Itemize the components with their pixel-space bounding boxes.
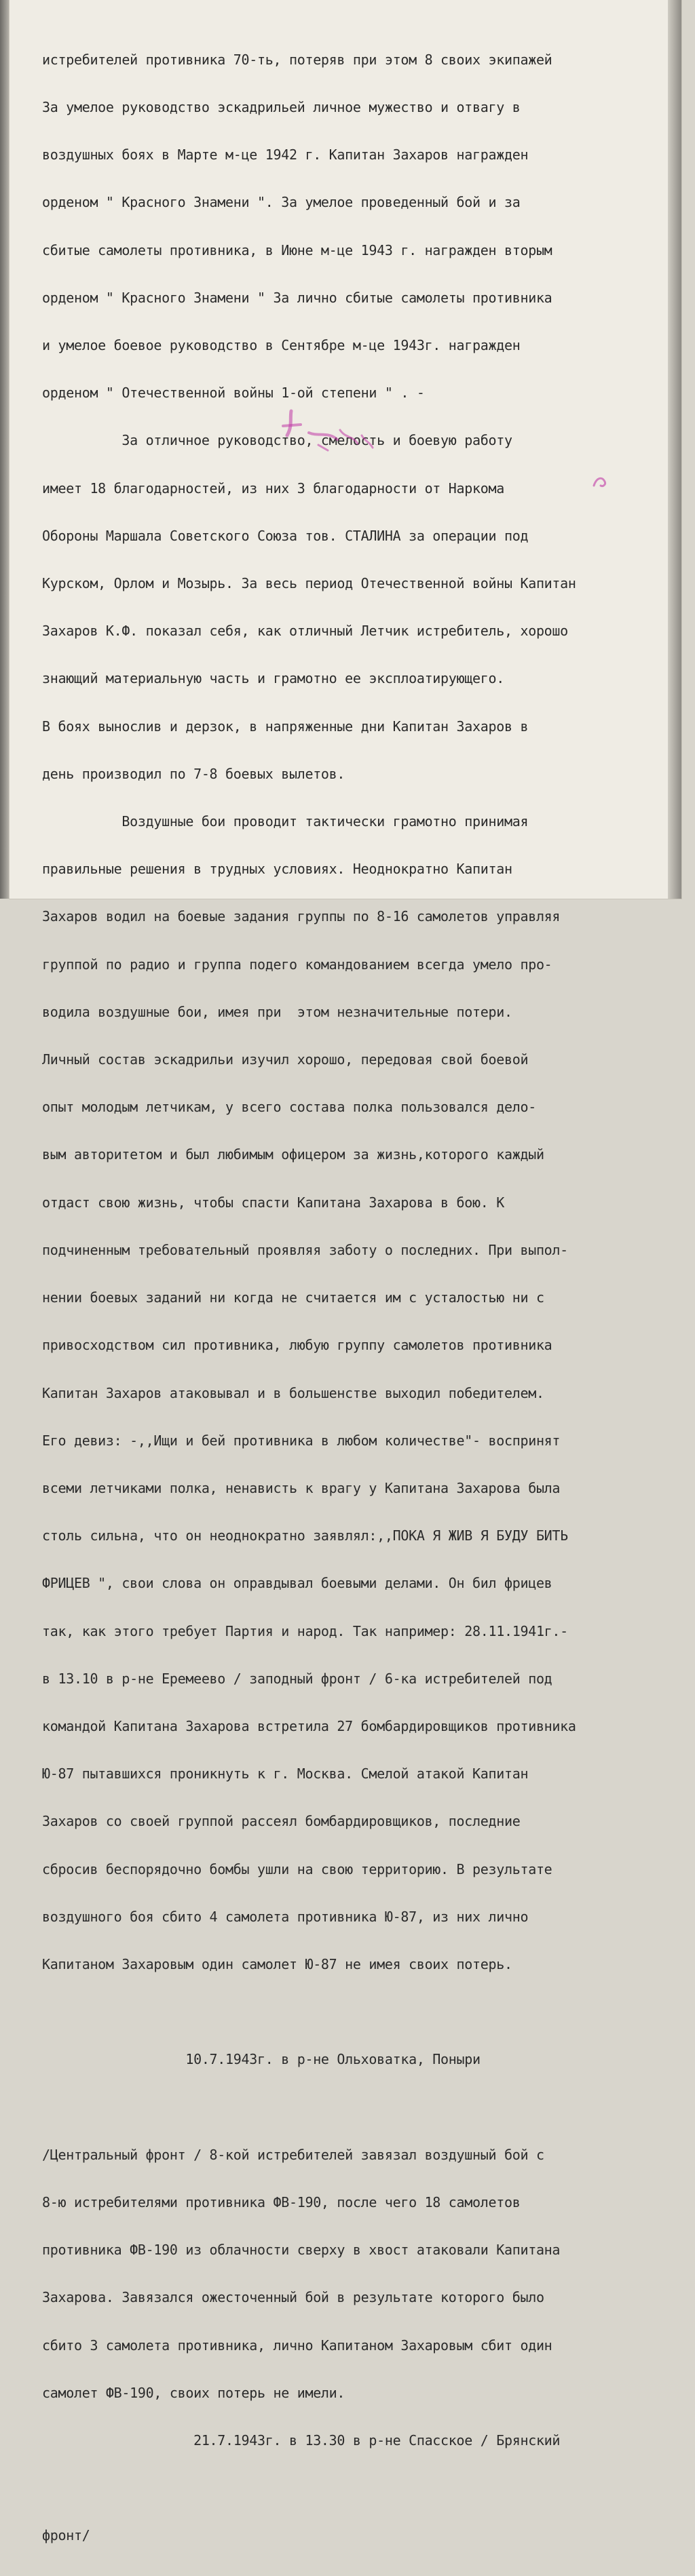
text-line: орденом " Красного Знамени ". За умелое проведенный бой и за	[42, 194, 521, 211]
text-line: воздушных боях в Марте м-це 1942 г. Капитан Захаров награжден	[42, 147, 529, 163]
text-line: /Центральный фронт / 8-кой истребителей завязал воздушный бой с	[42, 2146, 544, 2163]
text-line: 21.7.1943г. в 13.30 в р-не Спасское / Брянский	[42, 2432, 561, 2448]
text-line: Личный состав эскадрильи изучил хорошо, передовая свой боевой	[42, 1051, 529, 1068]
text-line: столь сильна, что он неоднократно заявлял:,,ПОКА Я ЖИВ Я БУДУ БИТЬ	[42, 1527, 568, 1544]
text-line: Капитаном Захаровым один самолет Ю-87 не имея своих потерь.	[42, 1955, 512, 1972]
text-line: правильные решения в трудных условиях. Неоднократно Капитан	[42, 861, 512, 878]
text-line: вым авторитетом и был любимым офицером за жизнь,которого каждый	[42, 1146, 544, 1163]
text-line: орденом " Отечественной войны 1-ой степени " . -	[42, 385, 425, 402]
text-line: сбросив беспорядочно бомбы ушли на свою территорию. В результате	[42, 1860, 552, 1877]
text-line: Воздушные бои проводит тактически грамотно принимая	[42, 813, 529, 830]
text-line: 10.7.1943г. в р-не Ольховатка, Поныри	[42, 2051, 481, 2068]
text-line	[42, 2004, 653, 2020]
text-line: командой Капитана Захарова встретила 27 бомбардировщиков противника	[42, 1717, 576, 1734]
text-line: опыт молодым летчикам, у всего состава полка пользовался дело-	[42, 1099, 536, 1116]
text-line: и умелое боевое руководство в Сентябре м-це 1943г. награжден	[42, 337, 521, 354]
text-line: ФРИЦЕВ ", свои слова он оправдывал боевыми делами. Он бил фрицев	[42, 1575, 552, 1592]
text-line: самолет ФВ-190, своих потерь не имели.	[42, 2384, 345, 2401]
text-line: орденом " Красного Знамени " За лично сбитые самолеты противника	[42, 289, 552, 306]
text-line: день производил по 7-8 боевых вылетов.	[42, 765, 345, 782]
text-line: Захаров К.Ф. показал себя, как отличный Летчик истребитель, хорошо	[42, 623, 568, 640]
text-line: имеет 18 благодарностей, из них 3 благодарности от Наркома	[42, 480, 504, 496]
text-line: Захаров со своей группой рассеял бомбардировщиков, последние	[42, 1813, 521, 1830]
text-line: в 13.10 в р-не Еремеево / заподный фронт / 6-ка истребителей под	[42, 1670, 552, 1687]
text-line: За отличное руководство, смелость и боевую работу	[42, 432, 512, 449]
text-line: За умелое руководство эскадрильей личное мужество и отвагу в	[42, 99, 521, 116]
text-line: подчиненным требовательный проявляя заботу о последних. При выпол-	[42, 1241, 568, 1258]
text-line: Капитан Захаров атаковывал и в большенстве выходил победителем.	[42, 1384, 544, 1401]
text-line	[42, 2480, 653, 2496]
text-line: сбитые самолеты противника, в Июне м-це 1943 г. награжден вторым	[42, 241, 552, 258]
text-line: Обороны Маршала Советского Союза тов. СТАЛИНА за операции под	[42, 527, 529, 544]
text-line: Ю-87 пытавшихся проникнуть к г. Москва. Смелой атакой Капитан	[42, 1765, 529, 1782]
scan-right-edge	[668, 0, 681, 899]
text-line: нении боевых заданий ни когда не считается им с усталостью ни с	[42, 1289, 544, 1306]
text-line: Захарова. Завязался ожесточенный бой в результате которого было	[42, 2289, 544, 2306]
text-line: Курском, Орлом и Мозырь. За весь период Отечественной войны Капитан	[42, 575, 576, 592]
text-line: воздушного боя сбито 4 самолета противника Ю-87, из них лично	[42, 1908, 529, 1925]
text-line: знающий материальную часть и грамотно ее эксплоатирующего.	[42, 670, 504, 687]
text-line	[42, 2100, 653, 2115]
text-line: Захаров водил на боевые задания группы по 8-16 самолетов управляя	[42, 908, 561, 925]
document-page	[10, 0, 681, 2544]
text-line: В боях вынослив и дерзок, в напряженные дни Капитан Захаров в	[42, 718, 529, 735]
text-line: отдаст свою жизнь, чтобы спасти Капитана Захарова в бою. К	[42, 1194, 504, 1211]
text-line: привосходством сил противника, любую группу самолетов противника	[42, 1337, 552, 1354]
text-line: группой по радио и группа подего командованием всегда умело про-	[42, 956, 552, 973]
text-line: истребителей противника 70-ть, потеряв при этом 8 своих экипажей	[42, 51, 552, 68]
scan-left-edge	[0, 0, 10, 899]
text-line: так, как этого требует Партия и народ. Так например: 28.11.1941г.-	[42, 1622, 568, 1639]
typed-text	[42, 20, 653, 2576]
text-line: фронт/	[42, 2527, 90, 2544]
text-line: Его девиз: -,,Ищи и бей противника в любом количестве"- воспринят	[42, 1432, 561, 1449]
text-line: 8-ю истребителями противника ФВ-190, после чего 18 самолетов	[42, 2193, 521, 2210]
text-line: всеми летчиками полка, ненависть к врагу у Капитана Захарова была	[42, 1479, 561, 1496]
text-line: противника ФВ-190 из облачности сверху в хвост атаковали Капитана	[42, 2242, 561, 2259]
text-line: водила воздушные бои, имея при этом незначительные потери.	[42, 1003, 512, 1020]
text-line: сбито 3 самолета противника, лично Капитаном Захаровым сбит один	[42, 2337, 552, 2354]
